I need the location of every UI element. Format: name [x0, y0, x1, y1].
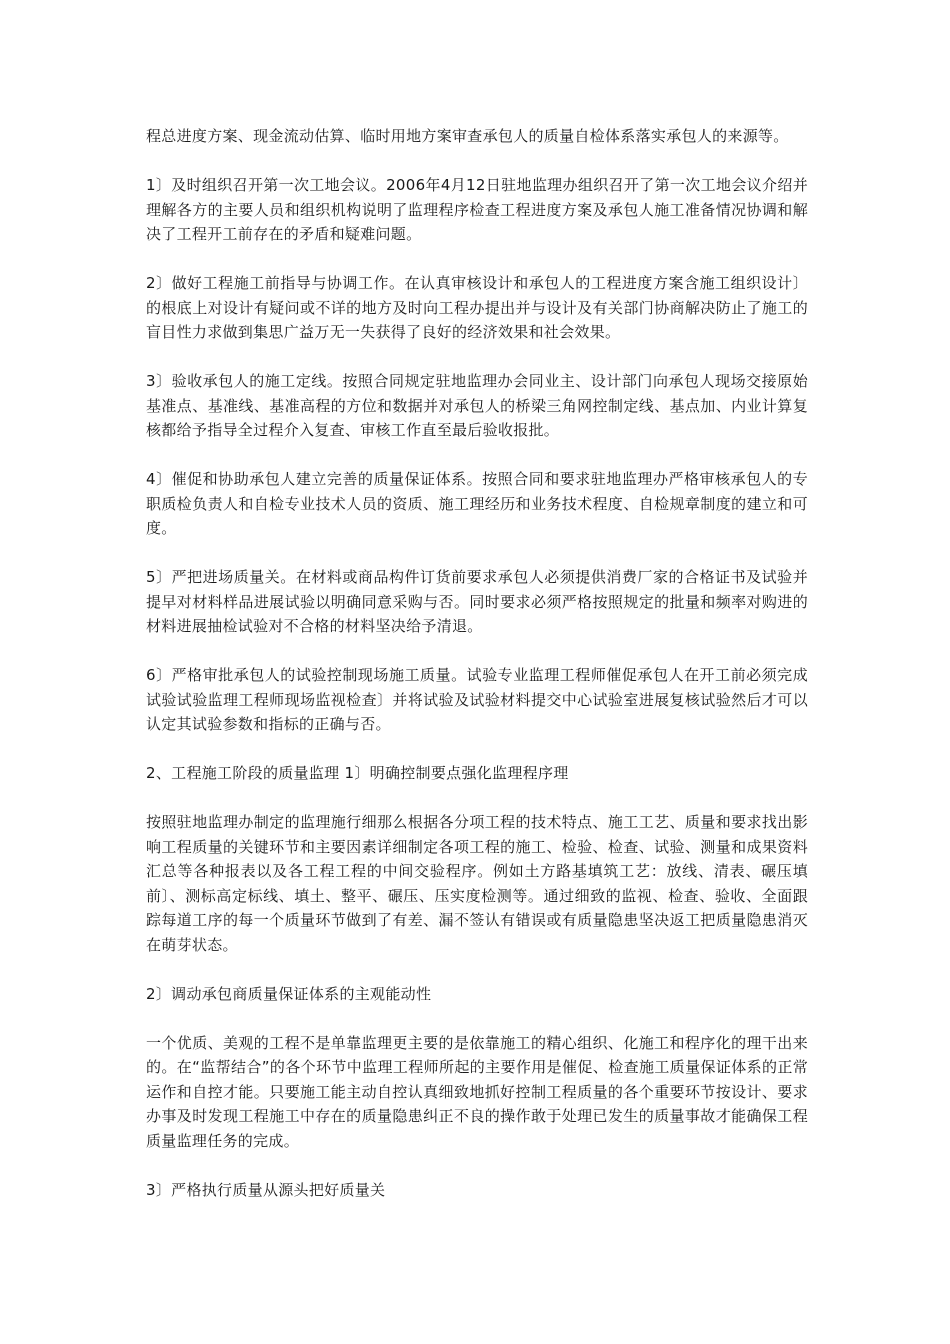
paragraph-item-1: 1〕及时组织召开第一次工地会议。2006年4月12日驻地监理办组织召开了第一次工地会议介绍并理解各方的主要人员和组织机构说明了监理程序检查工程进度方案及承包人施工准备情况协调和解决了工程开工前存在的矛盾和疑难问题。: [146, 176, 808, 243]
paragraph-item-5: 5〕严把进场质量关。在材料或商品构件订货前要求承包人必须提供消费厂家的合格证书及试验并提早对材料样品进展试验以明确同意采购与否。同时要求必须严格按照规定的批量和频率对购进的材料进展抽检试验对不合格的材料坚决给予清退。: [146, 568, 808, 635]
paragraph-control-points: 按照驻地监理办制定的监理施行细那么根据各分项工程的技术特点、施工工艺、质量和要求找出影响工程质量的关键环节和主要因素详细制定各项工程的施工、检验、检查、试验、测量和成果资料汇总等各种报表以及各工程工程的中间交验程序。例如土方路基填筑工艺：放线、清表、碾压填前〕、测标高定标线、填土、整平、碾压、压实度检测等。通过细致的监视、检查、验收、全面跟踪每道工序的每一个质量环节做到了有差、漏不签认有错误或有质量隐患坚决返工把质量隐患消灭在萌芽状态。: [146, 813, 808, 954]
document-page: [146, 124, 808, 1227]
paragraph-item-3: 3〕验收承包人的施工定线。按照合同规定驻地监理办会同业主、设计部门向承包人现场交接原始基准点、基准线、基准高程的方位和数据并对承包人的桥梁三角网控制定线、基点加、内业计算复核都给予指导全过程介入复查、审核工作直至最后验收报批。: [146, 372, 808, 439]
paragraph-quality-assurance: 一个优质、美观的工程不是单靠监理更主要的是依靠施工的精心组织、化施工和程序化的理干出来的。在“监帮结合”的各个环节中监理工程师所起的主要作用是催促、检查施工质量保证体系的正常运作和自控才能。只要施工能主动自控认真细致地抓好控制工程质量的各个重要环节按设计、要求办事及时发现工程施工中存在的质量隐患纠正不良的操作敢于处理已发生的质量事故才能确保工程质量监理任务的完成。: [146, 1033, 808, 1150]
paragraph-item-2: 2〕做好工程施工前指导与协调工作。在认真审核设计和承包人的工程进度方案含施工组织设计〕的根底上对设计有疑问或不详的地方及时向工程办提出并与设计及有关部门协商解决防止了施工的盲目性力求做到集思广益万无一失获得了良好的经济效果和社会效果。: [146, 274, 808, 341]
paragraph-item-6: 6〕严格审批承包人的试验控制现场施工质量。试验专业监理工程师催促承包人在开工前必须完成试验试验监理工程师现场监视检查〕并将试验及试验材料提交中心试验室进展复核试验然后才可以认定其试验参数和指标的正确与否。: [146, 666, 808, 733]
subheading-item-3: 3〕严格执行质量从源头把好质量关: [146, 1180, 386, 1199]
subheading-item-2: 2〕调动承包商质量保证体系的主观能动性: [146, 984, 432, 1003]
section-heading-construction-stage: 2、工程施工阶段的质量监理 1〕明确控制要点强化监理程序理: [146, 764, 569, 782]
paragraph-item-4: 4〕催促和协助承包人建立完善的质量保证体系。按照合同和要求驻地监理办严格审核承包人的专职质检负责人和自检专业技术人员的资质、施工理经历和业务技术程度、自检规章制度的建立和可度。: [146, 470, 808, 537]
paragraph-intro-continuation: 程总进度方案、现金流动估算、临时用地方案审查承包人的质量自检体系落实承包人的来源等。: [146, 127, 789, 145]
